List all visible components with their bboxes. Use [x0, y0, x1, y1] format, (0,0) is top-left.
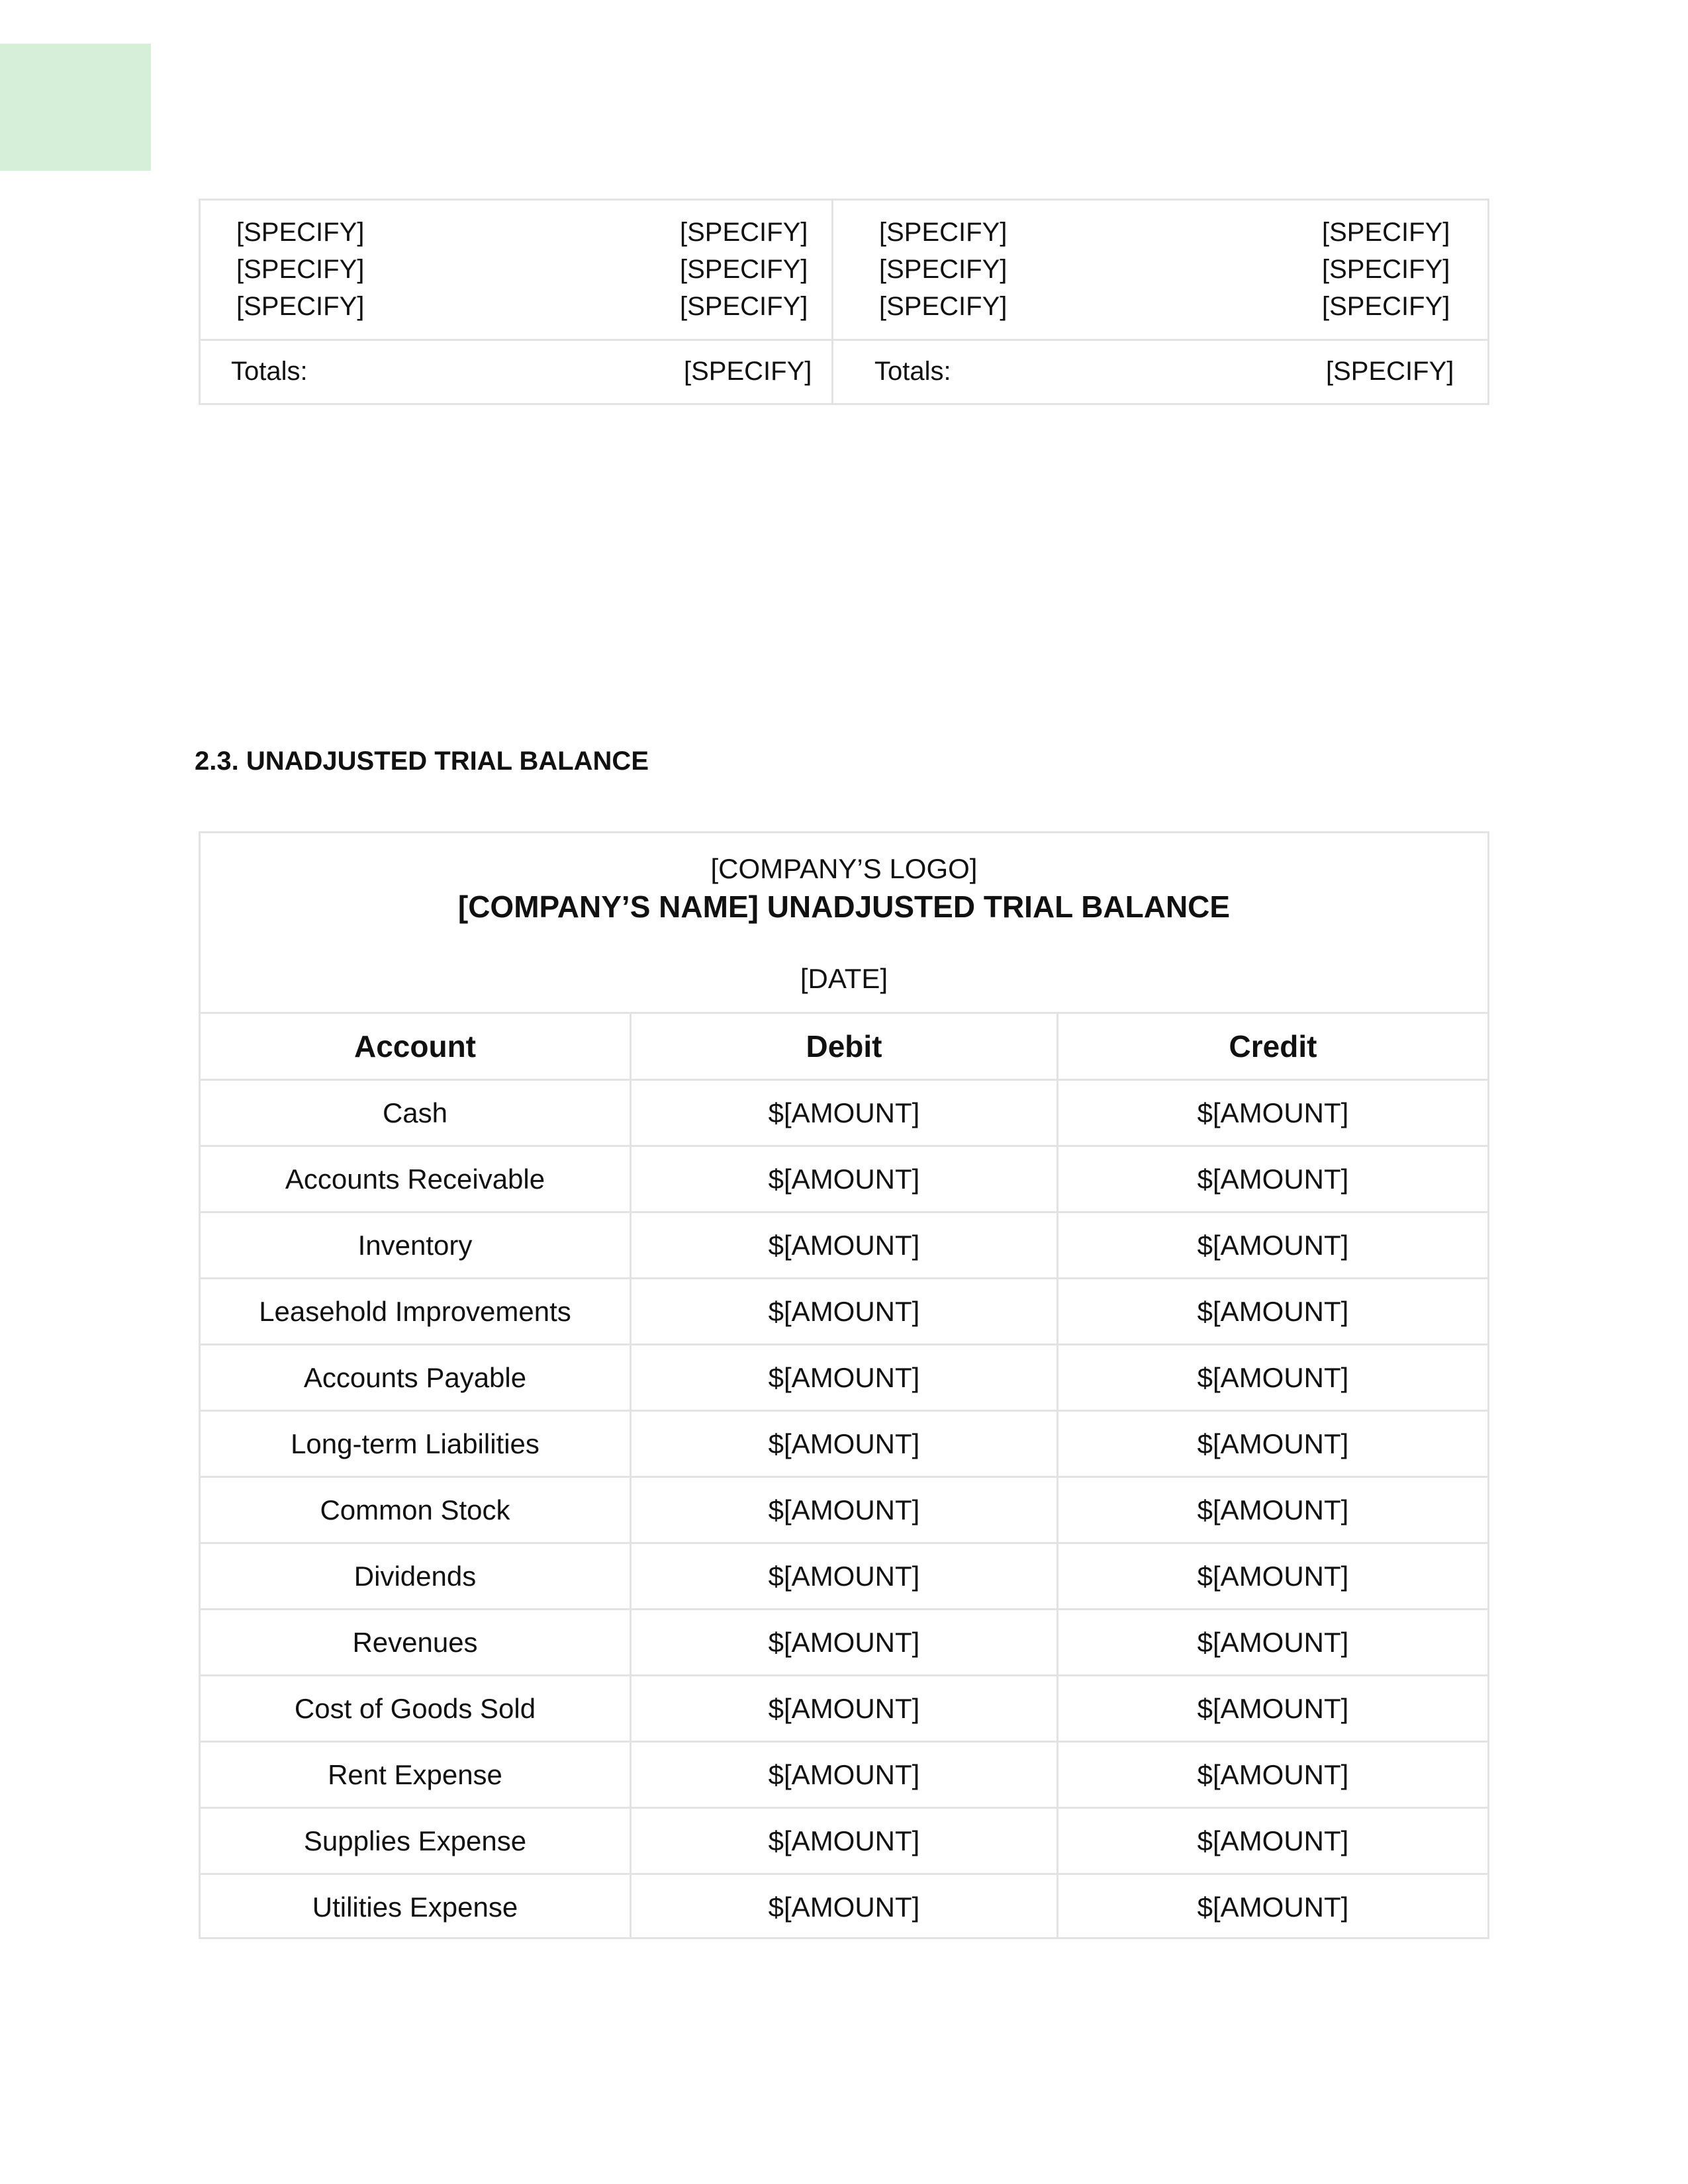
account-cell: Common Stock	[201, 1476, 630, 1542]
credit-cell: $[AMOUNT]	[1056, 1145, 1487, 1211]
ledger-left-label: [SPECIFY]	[236, 218, 365, 247]
credit-cell: $[AMOUNT]	[1056, 1211, 1487, 1277]
account-cell: Inventory	[201, 1211, 630, 1277]
account-cell: Leasehold Improvements	[201, 1277, 630, 1343]
account-cell: Cost of Goods Sold	[201, 1674, 630, 1741]
ledger-left-totals-label: Totals:	[231, 357, 308, 386]
ledger-right-value: [SPECIFY]	[1322, 218, 1450, 247]
trial-balance-table	[199, 831, 1489, 1939]
credit-cell: $[AMOUNT]	[1056, 1542, 1487, 1608]
credit-cell: $[AMOUNT]	[1056, 1079, 1487, 1145]
account-cell: Rent Expense	[201, 1741, 630, 1807]
ledger-totals-divider	[201, 339, 1487, 341]
column-header-credit: Credit	[1056, 1012, 1487, 1079]
trial-balance-header	[201, 833, 1487, 1012]
ledger-right-value: [SPECIFY]	[1322, 255, 1450, 284]
ledger-right-label: [SPECIFY]	[879, 218, 1008, 247]
debit-cell: $[AMOUNT]	[630, 1807, 1056, 1873]
ledger-left-value: [SPECIFY]	[680, 292, 808, 321]
section-heading: 2.3. UNADJUSTED TRIAL BALANCE	[195, 747, 649, 776]
account-cell: Utilities Expense	[201, 1873, 630, 1939]
debit-cell: $[AMOUNT]	[630, 1211, 1056, 1277]
ledger-right-label: [SPECIFY]	[879, 292, 1008, 321]
debit-cell: $[AMOUNT]	[630, 1873, 1056, 1939]
account-cell: Long-term Liabilities	[201, 1410, 630, 1476]
column-header-debit: Debit	[630, 1012, 1056, 1079]
account-cell: Revenues	[201, 1608, 630, 1674]
credit-cell: $[AMOUNT]	[1056, 1277, 1487, 1343]
ledger-right-totals-label: Totals:	[874, 357, 951, 386]
credit-cell: $[AMOUNT]	[1056, 1807, 1487, 1873]
ledger-left-value: [SPECIFY]	[680, 255, 808, 284]
debit-cell: $[AMOUNT]	[630, 1079, 1056, 1145]
credit-cell: $[AMOUNT]	[1056, 1608, 1487, 1674]
ledger-summary-table	[199, 199, 1489, 405]
company-logo-placeholder: [COMPANY’S LOGO]	[710, 853, 978, 884]
credit-cell: $[AMOUNT]	[1056, 1873, 1487, 1939]
credit-cell: $[AMOUNT]	[1056, 1343, 1487, 1410]
credit-cell: $[AMOUNT]	[1056, 1476, 1487, 1542]
account-cell: Supplies Expense	[201, 1807, 630, 1873]
account-cell: Cash	[201, 1079, 630, 1145]
ledger-left-totals-value: [SPECIFY]	[684, 357, 812, 386]
trial-balance-grid	[201, 1012, 1487, 1939]
debit-cell: $[AMOUNT]	[630, 1145, 1056, 1211]
debit-cell: $[AMOUNT]	[630, 1343, 1056, 1410]
account-cell: Dividends	[201, 1542, 630, 1608]
credit-cell: $[AMOUNT]	[1056, 1674, 1487, 1741]
ledger-left-label: [SPECIFY]	[236, 255, 365, 284]
debit-cell: $[AMOUNT]	[630, 1410, 1056, 1476]
debit-cell: $[AMOUNT]	[630, 1741, 1056, 1807]
credit-cell: $[AMOUNT]	[1056, 1410, 1487, 1476]
ledger-right-totals-value: [SPECIFY]	[1326, 357, 1454, 386]
debit-cell: $[AMOUNT]	[630, 1674, 1056, 1741]
ledger-left-label: [SPECIFY]	[236, 292, 365, 321]
debit-cell: $[AMOUNT]	[630, 1608, 1056, 1674]
debit-cell: $[AMOUNT]	[630, 1542, 1056, 1608]
credit-cell: $[AMOUNT]	[1056, 1741, 1487, 1807]
debit-cell: $[AMOUNT]	[630, 1476, 1056, 1542]
ledger-right-value: [SPECIFY]	[1322, 292, 1450, 321]
trial-balance-date: [DATE]	[800, 963, 888, 994]
accent-block	[0, 44, 151, 171]
trial-balance-title: [COMPANY’S NAME] UNADJUSTED TRIAL BALANCE	[457, 889, 1231, 924]
debit-cell: $[AMOUNT]	[630, 1277, 1056, 1343]
account-cell: Accounts Receivable	[201, 1145, 630, 1211]
column-header-account: Account	[201, 1012, 630, 1079]
ledger-left-value: [SPECIFY]	[680, 218, 808, 247]
ledger-column-divider	[831, 201, 833, 403]
ledger-right-label: [SPECIFY]	[879, 255, 1008, 284]
account-cell: Accounts Payable	[201, 1343, 630, 1410]
